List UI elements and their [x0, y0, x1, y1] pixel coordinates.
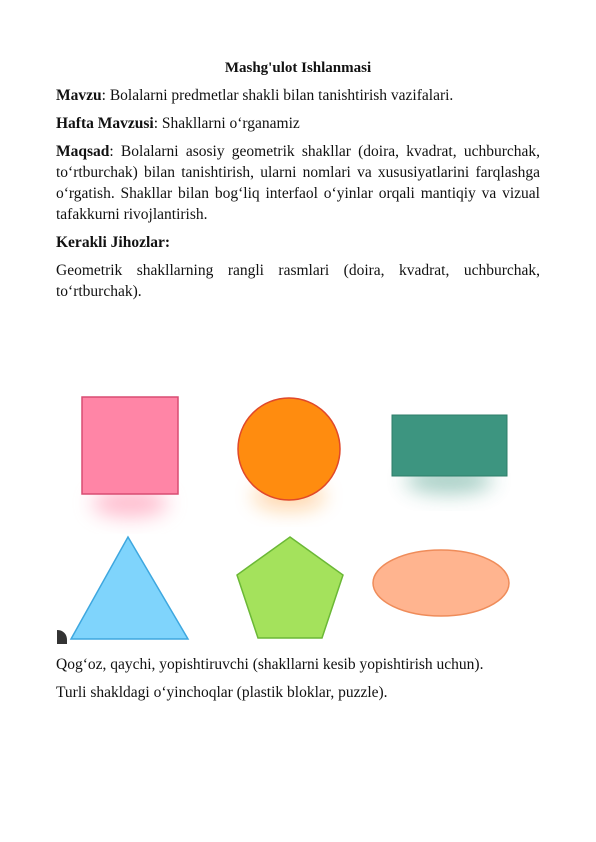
equipment-item-1: Geometrik shakllarning rangli rasmlari (doira, kvadrat, uchburchak, to‘rtburchak).	[56, 262, 540, 300]
green-rectangle-shape	[392, 415, 507, 476]
equipment-heading	[56, 232, 540, 253]
week-topic-paragraph	[56, 113, 540, 134]
topic-paragraph	[56, 85, 540, 106]
week-topic-label: Hafta Mavzusi	[56, 115, 154, 132]
document-title: Mashg'ulot Ishlanmasi	[224, 60, 372, 76]
goal-text: : Bolalarni asosiy geometrik shakllar (doira, kvadrat, uchburchak, to‘rtburchak) bilan tanishtirish, ularni nomlari va xususiyatlarini farqlashga o‘rgatish. Shakllar bilan bog‘liq interfaol o‘yinlar orqali mantiqiy va vizual tafakkurni rivojlantirish.	[56, 143, 540, 223]
blue-triangle-shape	[71, 537, 188, 639]
goal-label: Maqsad	[56, 143, 110, 160]
equipment-item-2: Qog‘oz, qaychi, yopishtiruvchi (shakllarni kesib yopishtirish uchun).	[56, 656, 484, 673]
topic-label: Mavzu	[56, 87, 102, 104]
document-page-continued	[56, 654, 540, 710]
equipment-item-3: Turli shakldagi o‘yinchoqlar (plastik bloklar, puzzle).	[56, 684, 388, 701]
document-page	[56, 58, 540, 309]
shapes-illustration	[57, 378, 539, 644]
pink-square-shape	[82, 397, 178, 494]
topic-text: : Bolalarni predmetlar shakli bilan tanishtirish vazifalari.	[101, 87, 454, 104]
orange-circle-shape	[238, 398, 340, 500]
corner-mark-icon	[57, 630, 67, 644]
shapes-svg	[57, 378, 539, 644]
goal-paragraph	[56, 141, 540, 225]
equipment-heading-text: Kerakli Jihozlar:	[56, 234, 171, 251]
peach-ellipse-shape	[373, 550, 509, 616]
week-topic-text: : Shakllarni o‘rganamiz	[153, 115, 300, 132]
green-pentagon-shape	[237, 537, 343, 638]
